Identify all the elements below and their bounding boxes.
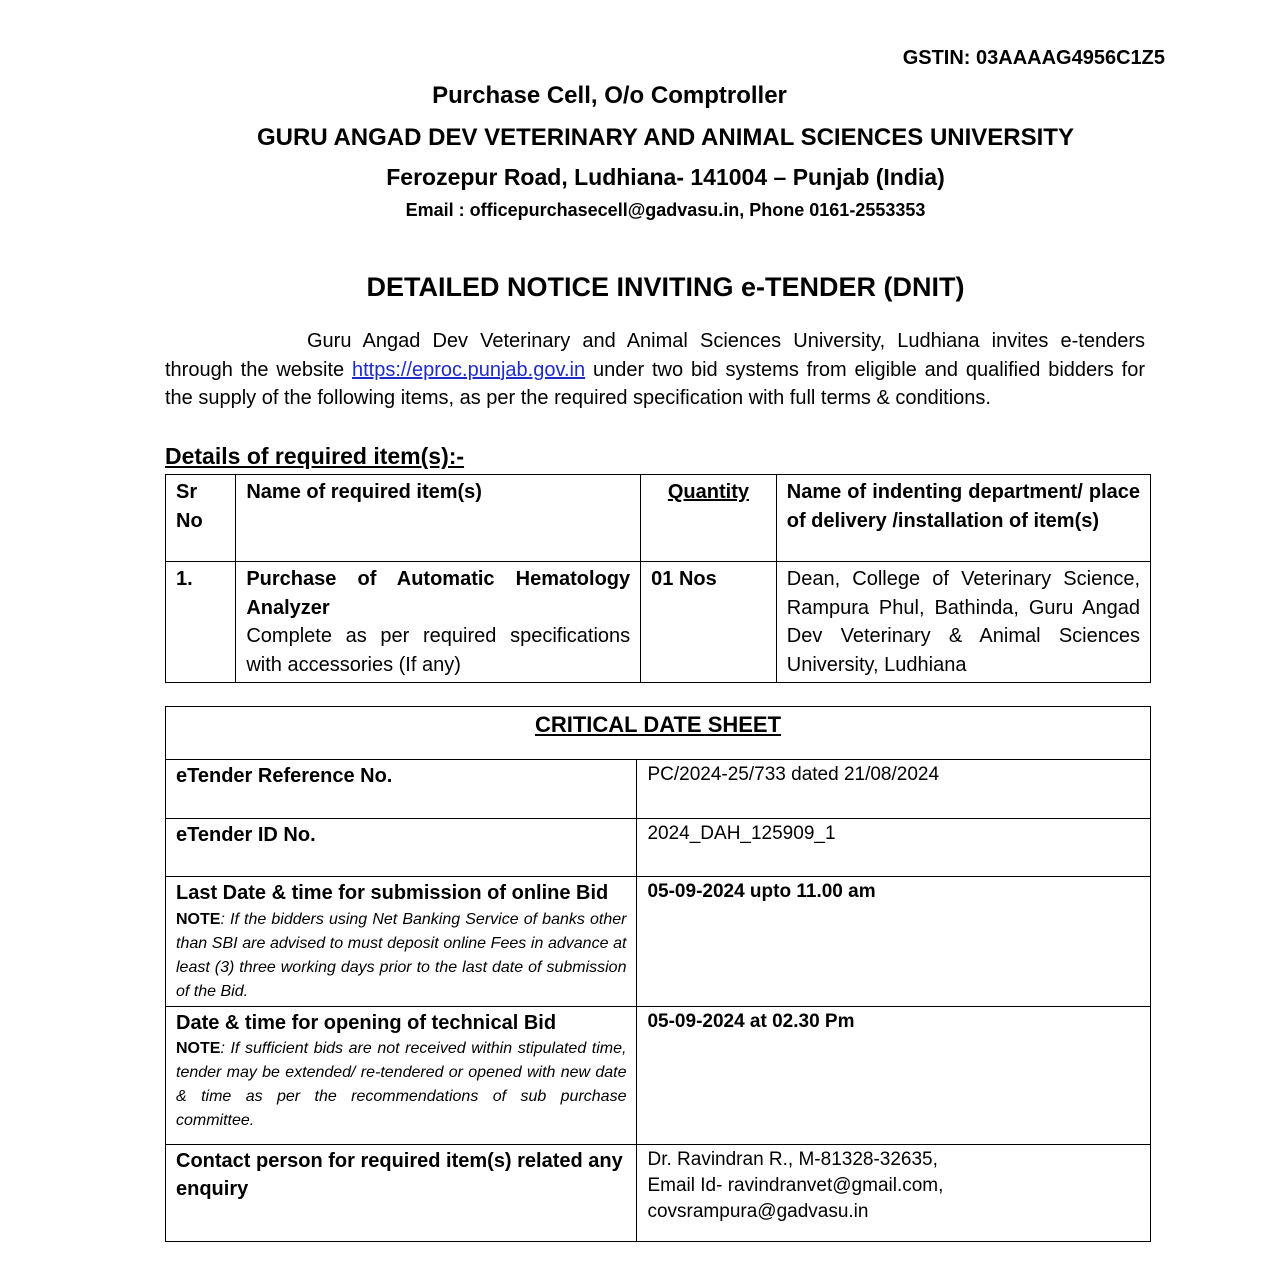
ref-value: PC/2024-25/733 dated 21/08/2024 (637, 760, 1151, 819)
eproc-link[interactable]: https://eproc.punjab.gov.in (352, 358, 586, 381)
item-quantity: 01 Nos (641, 562, 777, 683)
contact-line: Email : officepurchasecell@gadvasu.in, Phone 0161-2553353 (405, 200, 926, 220)
header-quantity: Quantity (641, 475, 777, 562)
item-description: Complete as per required specifications with accessories (If any) (246, 625, 631, 676)
intro-text-1: Guru Angad Dev Veterinary and Animal Sciences University, Ludhiana invites e-tenders through the website (165, 330, 1145, 381)
last-date-value: 05-09-2024 upto 11.00 am (637, 877, 1151, 1007)
university-name: GURU ANGAD DEV VETERINARY AND ANIMAL SCIENCES UNIVERSITY (257, 124, 1074, 151)
header-name: Name of required item(s) (236, 475, 641, 562)
last-date-note (176, 908, 626, 1004)
address: Ferozepur Road, Ludhiana- 141004 – Punjab (India) (386, 164, 945, 190)
details-heading: Details of required item(s):- (165, 443, 465, 469)
id-value: 2024_DAH_125909_1 (637, 819, 1151, 877)
items-header-row (166, 475, 1151, 562)
item-name: Purchase of Automatic Hematology Analyzer (246, 568, 631, 619)
last-date-label: Last Date & time for submission of online Bid (176, 882, 609, 904)
table-row (166, 1144, 1151, 1241)
note-label: NOTE (176, 1040, 221, 1057)
note-label: NOTE (176, 910, 221, 928)
table-row (166, 877, 1151, 1007)
critical-date-sheet (165, 706, 1151, 1242)
opening-note (176, 1037, 626, 1133)
gstin: GSTIN: 03AAAAG4956C1Z5 (902, 47, 1165, 69)
intro-text-2: under two bid systems from eligible and qualified bidders for the supply of the following items, as per the required specification with full terms & conditions. (165, 358, 1145, 409)
items-table (165, 474, 1151, 683)
contact-value-cell (637, 1144, 1151, 1241)
item-sr: 1. (166, 562, 236, 683)
cds-title-row (166, 707, 1151, 760)
note-text: : If the bidders using Net Banking Service of banks other than SBI are advised to must deposit online Fees in advance at least (3) three working days prior to the last date of submission of the Bid. (176, 910, 627, 1000)
ref-label: eTender Reference No. (166, 760, 637, 819)
contact-line-2: Email Id- ravindranvet@gmail.com, (647, 1174, 944, 1196)
office-name: Purchase Cell, O/o Comptroller (432, 82, 787, 109)
contact-line-1: Dr. Ravindran R., M-81328-32635, (647, 1148, 938, 1170)
table-row (166, 819, 1151, 877)
header-sr: Sr No (166, 475, 236, 562)
id-label: eTender ID No. (166, 819, 637, 877)
contact-label: Contact person for required item(s) related any enquiry (166, 1144, 637, 1241)
page-title: DETAILED NOTICE INVITING e-TENDER (DNIT) (366, 272, 965, 302)
item-dept: Dean, College of Veterinary Science, Rampura Phul, Bathinda, Guru Angad Dev Veterinary & Animal Sciences University, Ludhiana (776, 562, 1150, 683)
header-dept: Name of indenting department/ place of delivery /installation of item(s) (776, 475, 1150, 562)
note-text: : If sufficient bids are not received within stipulated time, tender may be extended/ re-tendered or opened with new date & time as per the recommendations of sub purchase committee. (176, 1040, 627, 1129)
last-date-cell (166, 877, 637, 1007)
table-row (166, 562, 1151, 683)
opening-label: Date & time for opening of technical Bid (176, 1011, 557, 1034)
intro-paragraph (165, 327, 1145, 413)
table-row (166, 760, 1151, 819)
contact-line-3: covsrampura@gadvasu.in (647, 1200, 869, 1222)
opening-cell (166, 1006, 637, 1144)
cds-title: CRITICAL DATE SHEET (166, 707, 1151, 760)
table-row (166, 1006, 1151, 1144)
item-name-cell (236, 562, 641, 683)
opening-value: 05-09-2024 at 02.30 Pm (637, 1006, 1151, 1144)
